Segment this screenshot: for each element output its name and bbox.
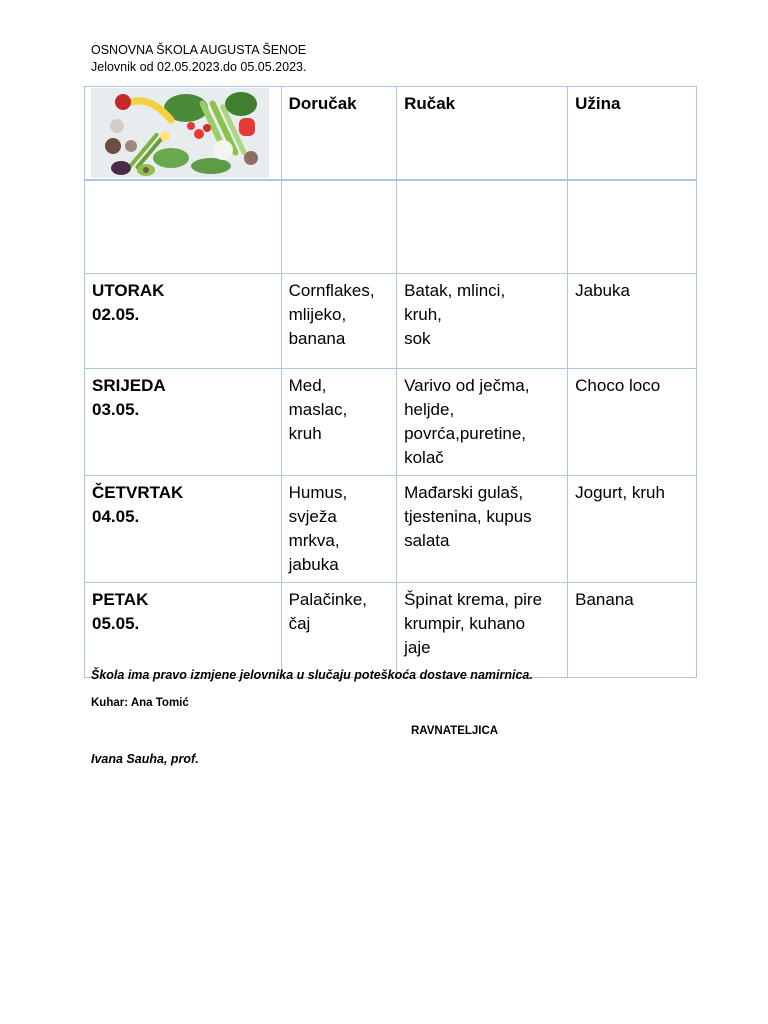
- lunch-text: Batak, mlinci, kruh, sok: [404, 281, 506, 348]
- day-name: SRIJEDA: [92, 376, 166, 395]
- empty-cell: [397, 180, 568, 274]
- lunch-cell: [397, 583, 568, 678]
- table-header-row: [85, 87, 697, 181]
- breakfast-text: Med, maslac, kruh: [288, 376, 348, 443]
- principal-title: RAVNATELJICA: [411, 725, 499, 737]
- day-date: 03.05.: [92, 400, 140, 419]
- breakfast-cell: [281, 583, 397, 678]
- principal-name: Ivana Sauha, prof.: [91, 752, 199, 766]
- snack-cell: [568, 476, 697, 583]
- table-row: [85, 369, 697, 476]
- vegetables-photo: [91, 88, 269, 178]
- snack-text: Jogurt, kruh: [575, 483, 665, 502]
- day-cell: [85, 583, 282, 678]
- column-header-snack: [568, 87, 697, 181]
- snack-cell: [568, 583, 697, 678]
- breakfast-text: Humus, svježa mrkva, jabuka: [288, 483, 348, 574]
- lunch-cell: [397, 476, 568, 583]
- table-row: [85, 583, 697, 678]
- disclaimer-note: Škola ima pravo izmjene jelovnika u slučaju poteškoća dostave namirnica.: [91, 668, 533, 682]
- snack-text: Choco loco: [575, 376, 661, 395]
- empty-cell: [281, 180, 397, 274]
- empty-cell: [568, 180, 697, 274]
- day-cell: [85, 476, 282, 583]
- lunch-cell: [397, 369, 568, 476]
- cook-name: Kuhar: Ana Tomić: [91, 697, 189, 709]
- day-cell: [85, 274, 282, 369]
- document-header: [91, 42, 306, 76]
- column-label: Ručak: [404, 94, 456, 113]
- day-name: PETAK: [92, 590, 149, 609]
- day-name: ČETVRTAK: [92, 483, 184, 502]
- column-label: Doručak: [288, 94, 357, 113]
- breakfast-cell: [281, 476, 397, 583]
- breakfast-text: Palačinke, čaj: [288, 590, 368, 633]
- lunch-text: Mađarski gulaš, tjestenina, kupus salata: [404, 483, 532, 550]
- school-name: OSNOVNA ŠKOLA AUGUSTA ŠENOE: [91, 43, 307, 57]
- snack-text: Banana: [575, 590, 634, 609]
- day-cell: [85, 369, 282, 476]
- breakfast-text: Cornflakes, mlijeko, banana: [288, 281, 375, 348]
- snack-cell: [568, 274, 697, 369]
- photo-cell: [85, 87, 282, 181]
- column-label: Užina: [575, 94, 621, 113]
- snack-text: Jabuka: [575, 281, 630, 300]
- day-date: 02.05.: [92, 305, 140, 324]
- table-row: [85, 476, 697, 583]
- breakfast-cell: [281, 274, 397, 369]
- snack-cell: [568, 369, 697, 476]
- lunch-cell: [397, 274, 568, 369]
- table-row: [85, 274, 697, 369]
- column-header-lunch: [397, 87, 568, 181]
- lunch-text: Špinat krema, pire krumpir, kuhano jaje: [404, 590, 543, 657]
- menu-period: Jelovnik od 02.05.2023.do 05.05.2023.: [91, 60, 307, 74]
- menu-table: [84, 86, 697, 678]
- day-name: UTORAK: [92, 281, 165, 300]
- day-date: 04.05.: [92, 507, 140, 526]
- breakfast-cell: [281, 369, 397, 476]
- day-date: 05.05.: [92, 614, 140, 633]
- empty-cell: [85, 180, 282, 274]
- lunch-text: Varivo od ječma, heljde, povrća,puretine, kolač: [404, 376, 530, 467]
- empty-row: [85, 180, 697, 274]
- column-header-breakfast: [281, 87, 397, 181]
